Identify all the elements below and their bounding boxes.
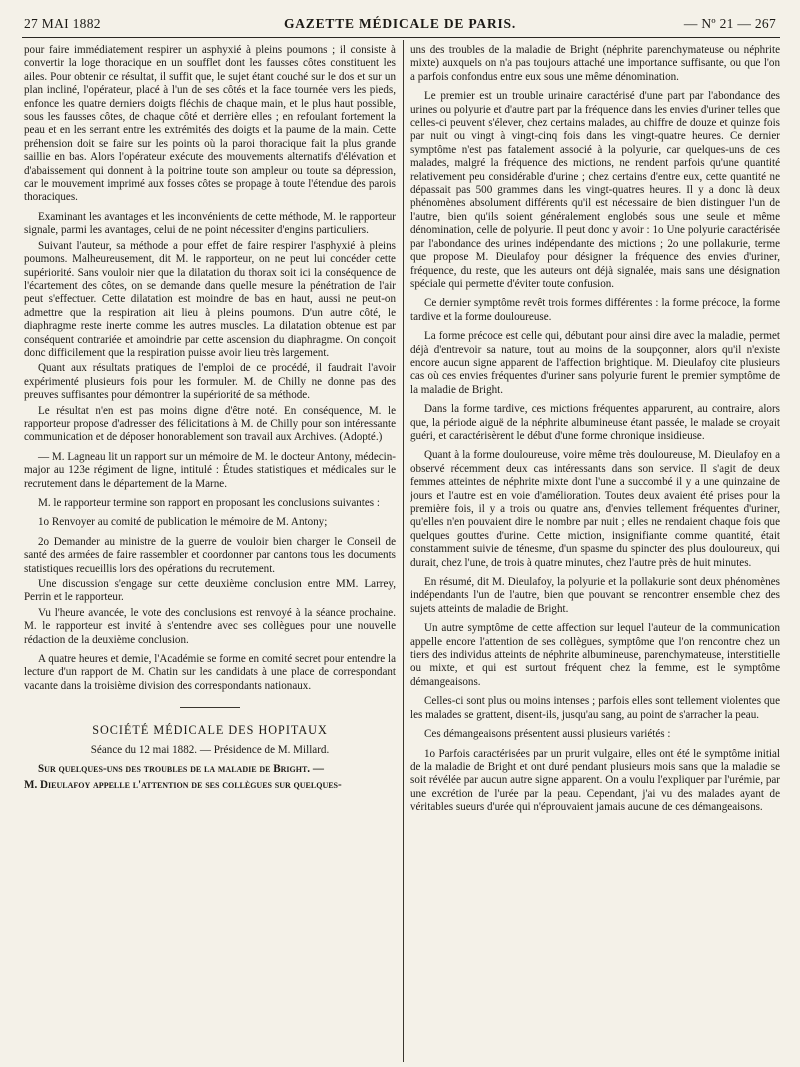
paragraph: — M. Lagneau lit un rapport sur un mémoire de M. le docteur Antony, médecin-major au 123e régiment de ligne, intitulé : Études statistiques et médicales sur le recrutement dans le département de la Marne. [24,450,396,490]
header-rule [22,37,780,38]
paragraph: Quant aux résultats pratiques de l'emploi de ce procédé, il faudrait l'avoir expérimenté plusieurs fois pour les formuler. M. de Chilly ne donne pas des preuves suffisantes pour démontrer la supériorité de sa méthode. [24,362,396,402]
section-title: SOCIÉTÉ MÉDICALE DES HOPITAUX [92,723,328,738]
paragraph: 1o Parfois caractérisées par un prurit vulgaire, elles ont été le symptôme initial de la maladie de Bright et ont duré pendant plusieurs mois sans que la maladie se soit révélée par aucun autre signe apparent. On a voulu l'expliquer par l'urémie, par une excrétion de l'urée par la peau. Cependant, j'ai vu des malades ayant de véritables sueurs d'urée qui n'éprouvaient jamais aucune de ces démangeaisons. [410,747,780,814]
paragraph: En résumé, dit M. Dieulafoy, la polyurie et la pollakurie sont deux phénomènes indépendants l'un de l'autre, bien que pouvant se rencontrer ensemble chez des sujets atteints de maladie de Bright. [410,576,780,615]
section-separator [180,707,240,708]
paragraph: Celles-ci sont plus ou moins intenses ; parfois elles sont tellement violentes que les malades se grattent, disent-ils, jusqu'au sang, au point de s'arracher la peau. [410,695,780,721]
paragraph: La forme précoce est celle qui, débutant pour ainsi dire avec la maladie, permet déjà d'entrevoir sa nature, tout au moins de la soupçonner, alors qu'il n'existe encore aucun signe apparent de l'affection brightique. M. Dieulafoy cite plusieurs cas où ces envies fréquentes d'uriner sans polyurie furent le premier symptôme de la maladie de Bright. [410,330,780,396]
column-divider [403,40,404,1062]
journal-title: GAZETTE MÉDICALE DE PARIS. [283,16,517,31]
article-heading: Sur quelques-uns des troubles de la maladie de Bright. — [38,763,324,776]
left-column [24,44,396,1054]
paragraph: Le premier est un trouble urinaire caractérisé d'une part par l'abondance des urines ou polyurie et d'autre part par la fréquence dans les envies d'uriner telles que celles-ci peuvent s'élever, chez certains malades, au chiffre de douze et quinze fois par nuit ou vingt à vingt-cinq fois dans les vingt-quatre heures. Ce dernier symptôme n'est pas fatalement associé à la polyurie, car quelques-uns de ces malades, malgré la fréquence des mictions, ne rendent parfois qu'une quantité relativement peu considérable d'urine ; chez certains d'entre eux, cette quantité ne dépassait pas 500 grammes dans les vingt-quatres heures. Il y a donc là deux phénomènes absolument différents qu'il est nécessaire de bien distinguer l'un de l'autre, bien qu'ils soient généralement englobés sous une seule et même dénomination, celle de polyurie. Il peut donc y avoir : 1o Une polyurie caractérisée par l'abondance des urines indépendante des mictions ; 2o une pollakurie, terme que propose M. Dieulafoy pour désigner la fréquence des envies d'uriner, fréquence, du reste, que les auteurs ont déjà signalée, mais sans une désignation spéciale qui permette d'éviter toute confusion. [410,90,780,290]
paragraph: uns des troubles de la maladie de Bright (néphrite parenchymateuse ou néphrite mixte) auxquels on n'a pas toujours attaché une importance suffisante, ou que l'on a parfois confondus entre eux sous une même dénomination. [410,44,780,83]
paragraph: Suivant l'auteur, sa méthode a pour effet de faire respirer l'asphyxié à pleins poumons. Malheureusement, dit M. le rapporteur, on ne peut lui concéder cette supériorité. Sans vouloir nier que la dilatation du thorax soit ici la conséquence de l'écartement des côtes, on se demande dans quelle mesure la pénétration de l'air peut s'effectuer. Cette dilatation est moindre de bas en haut, aussi ne peut-on admettre que la respiration ait lieu à pleins poumons. D'un autre côté, le diaphragme reste inerte comme les autres muscles. La dilatation obtenue est par conséquent contrariée et amoindrie par cette ascension du diaphragme. On conçoit donc difficilement que la respiration puisse avoir lieu très largement. [24,239,396,359]
paragraph: 2o Demander au ministre de la guerre de vouloir bien charger le Conseil de santé des armées de faire rassembler et coordonner par cantons tous les documents statistiques recueillis lors des opérations du recrutement. [24,535,396,575]
paragraph: Ce dernier symptôme revêt trois formes différentes : la forme précoce, la forme tardive et la forme douloureuse. [410,297,780,323]
paragraph: Ces démangeaisons présentent aussi plusieurs variétés : [424,728,671,741]
paragraph: Examinant les avantages et les inconvénients de cette méthode, M. le rapporteur signale, parmi les avantages, celui de ne point nécessiter d'engins particuliers. [24,210,396,237]
paragraph: pour faire immédiatement respirer un asphyxié à pleins poumons ; il consiste à convertir la loge thoracique en un soufflet dont les fausses côtes constituent les ailes. Pour obtenir ce résultat, il suffit que, le sujet étant couché sur le dos et sur un plan incliné, l'opérateur, placé à l'un de ses côtés et la face tournée vers les pieds, enfonce les quatre derniers doigts fléchis de chaque main, et le plus haut possible, sous les fausses côtes, de chaque côté et derrière elles ; en refoulant fortement la peau et en les serrant entre les extrémités des doigts et la paume de la main. Cette préhension doit se faire sur les points où la paroi thoracique fait la plus grande saillie en bas. Alors l'opérateur exécute des mouvements alternatifs d'élévation et d'abaissement qui donnent à la poitrine toute son ampleur ou toute sa dépression, car le mouvement imprimé aux fosses côtes se propage à toute l'étendue des parois thoraciques. [24,44,396,204]
paragraph: M. le rapporteur termine son rapport en proposant les conclusions suivantes : [38,497,380,509]
paragraph: Un autre symptôme de cette affection sur lequel l'auteur de la communication appelle encore l'attention de ses collègues, symptôme que l'on rencontre chez un tiers des individus atteints de néphrite albumineuse, parenchymateuse, interstitielle ou mixte, et qui est surtout fréquent chez la femme, est le symptôme démangeaisons. [410,622,780,688]
paragraph: A quatre heures et demie, l'Académie se forme en comité secret pour entendre la lecture d'un rapport de M. Chatin sur les candidats à une place de correspondant vacante dans la troisième division des correspondants nationaux. [24,653,396,692]
right-column [410,44,780,1054]
paragraph: Une discussion s'engage sur cette deuxième conclusion entre MM. Larrey, Perrin et le rapporteur. [24,578,396,604]
page-header [24,14,776,36]
paragraph: Vu l'heure avancée, le vote des conclusions est renvoyé à la séance prochaine. M. le rapporteur est invité à s'entendre avec ses collègues pour une nouvelle rédaction de la deuxième conclusion. [24,606,396,646]
session-line: Séance du 12 mai 1882. — Présidence de M. Millard. [90,743,330,756]
paragraph: Quant à la forme douloureuse, voire même très douloureuse, M. Dieulafoy en a observé récemment deux cas intéressants dans son service. Il s'agit de deux femmes atteintes de néphrite mixte dont l'une a succombé il y a une quinzaine de jours et l'autre est en voie d'amélioration. Toutes deux avaient été prises pour la première fois, il y a trois ou quatre ans, d'envies tellement fréquentes d'uriner, qu'elles n'en pouvaient dire le nombre par nuit ; elles ne rendaient chaque fois que quelques gouttes d'urine. Cette miction, insignifiante comme quantité, était constamment suivie de ténesme, d'un spasme du spincter des plus douloureux, qui durait, chez l'une, de trois à quatre minutes, chez l'autre près de huit minutes. [410,449,780,569]
issue-date: 27 MAI 1882 [24,16,101,31]
paragraph: Le résultat n'en est pas moins digne d'être noté. En conséquence, M. le rapporteur propose d'adresser des félicitations à M. de Chilly pour son intéressante communication et de déposer honorablement son travail aux Archives. (Adopté.) [24,404,396,444]
article-heading-continued: M. Dieulafoy appelle l'attention de ses collègues sur quelques- [24,778,342,791]
paragraph: Dans la forme tardive, ces mictions fréquentes apparurent, au contraire, alors que, la période aiguë de la néphrite albumineuse étant passée, le malade se croyait guéri, et caractérisèrent le début d'une forme chronique insidieuse. [410,403,780,442]
page-number: — Nº 21 — 267 [683,16,776,31]
paragraph: 1o Renvoyer au comité de publication le mémoire de M. Antony; [38,516,328,529]
